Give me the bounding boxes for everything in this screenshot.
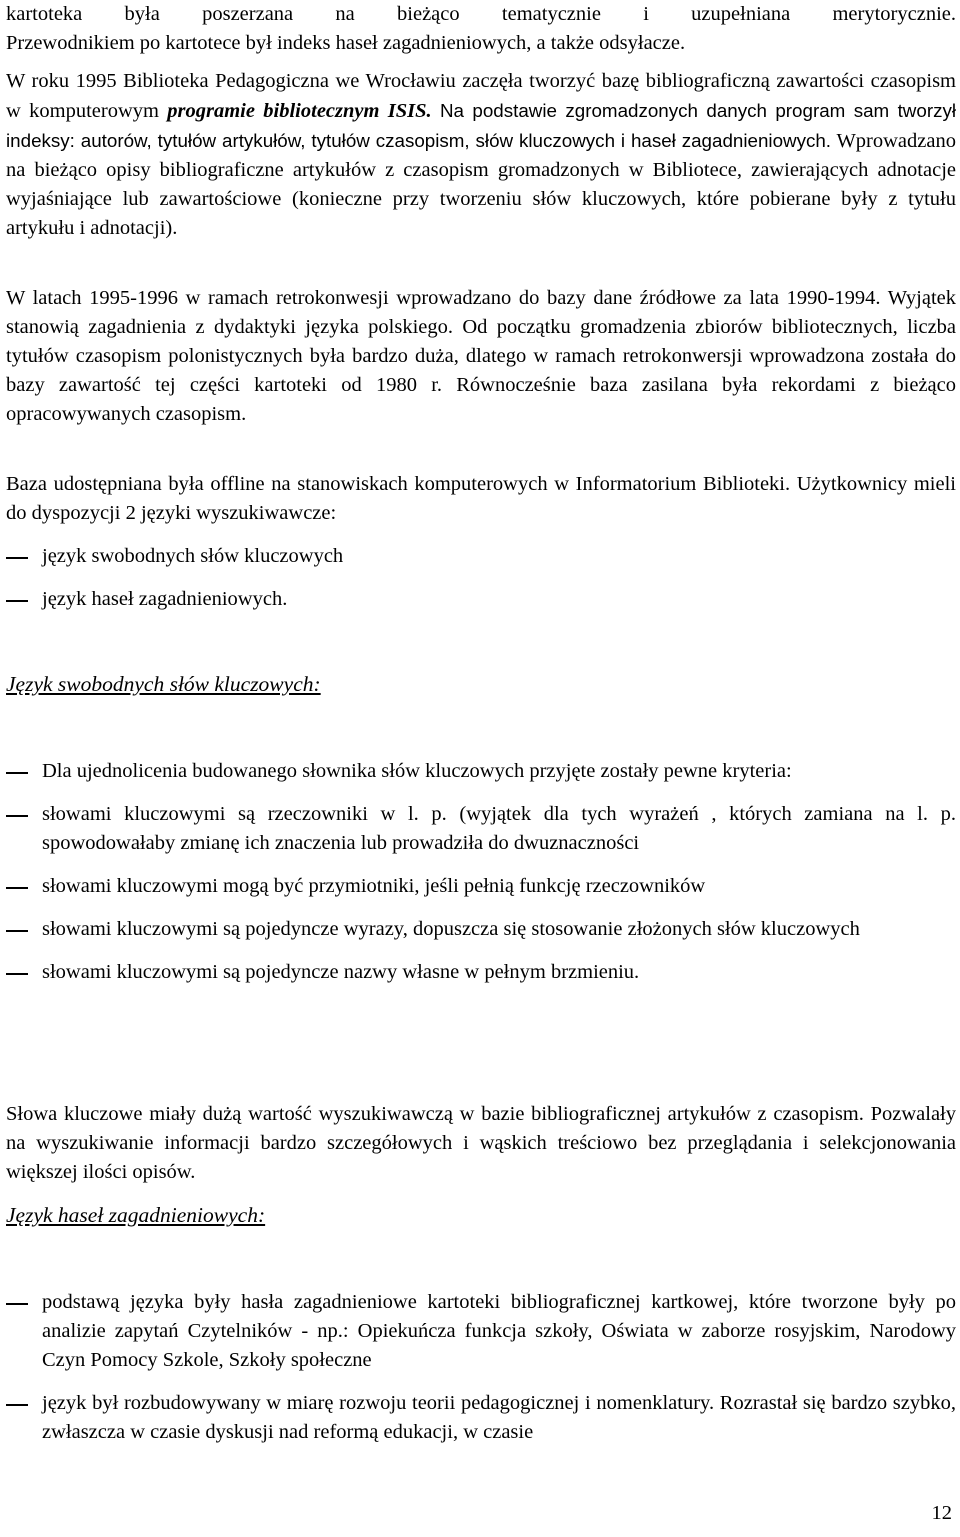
text-run: Od początku gromadzenia zbiorów bibliotecznych, liczba tytułów czasopism polonistycznych była bardzo duża, dlatego w ramach retrokonwersji wprowadzona została do bazy zawartość tej części kartoteki od 1980 r. Równocześnie baza zasilana była rekordami z bieżąco opracowywanych czasopism. <box>6 316 957 425</box>
paragraph-retrokonwersja <box>6 284 956 429</box>
list-keyword-rules <box>6 757 956 987</box>
list-search-languages <box>6 542 956 614</box>
list-item <box>6 800 956 858</box>
text-run: W roku 1995 Biblioteka Pedagogiczna we Wrocławiu zaczęła tworzyć bazę bibliograficzną zawartości czasopism w komputerowym <box>6 70 956 122</box>
list-item <box>6 958 956 987</box>
dash-bullet-icon <box>6 1288 42 1375</box>
text-run: Wprowadzano na bieżąco opisy bibliograficzne artykułów z czasopism gromadzonych w Bibliotece, zawierających adnotacje wyjaśniające lub zawartościowe (konieczne przy tworzeniu słów kluczowych, które pobierane były z tytułu artykułu i adnotacji). <box>6 130 956 239</box>
dash-bullet-icon <box>6 872 42 901</box>
list-subject-headings <box>6 1288 956 1447</box>
paragraph-line: Przewodnikiem po kartotece był indeks haseł zagadnieniowych, a także odsyłacze. <box>6 32 686 54</box>
list-item <box>6 872 956 901</box>
paragraph-kartoteka <box>6 0 956 58</box>
list-item-text: słowami kluczowymi są pojedyncze nazwy własne w pełnym brzmieniu. <box>42 961 640 983</box>
paragraph-line: kartoteka była poszerzana na bieżąco tematycznie i uzupełniana merytorycznie. <box>6 3 956 25</box>
list-item-text: słowami kluczowymi mogą być przymiotniki, jeśli pełnią funkcję rzeczowników <box>42 875 706 897</box>
paragraph-keywords-value: Słowa kluczowe miały dużą wartość wyszukiwawczą w bazie bibliograficznej artykułów z czasopism. Pozwalały na wyszukiwanie informacji bardzo szczegółowych i wąskich treściowo bez przeglądania i selekcjonowania większej ilości opisów. <box>6 1103 956 1183</box>
section-heading-subject-headings: Język haseł zagadnieniowych: <box>6 1203 266 1227</box>
dash-bullet-icon <box>6 542 42 571</box>
list-item-text: słowami kluczowymi są rzeczowniki w l. p. (wyjątek dla tych wyrażeń , których zamiana na l. p. spowodowałaby zmianę ich znaczenia lub prowadziła do dwuznaczności <box>42 803 956 854</box>
list-item <box>6 1288 956 1375</box>
dash-bullet-icon <box>6 915 42 944</box>
list-item-text: podstawą języka były hasła zagadnieniowe kartoteki bibliograficznej kartkowej, które tworzone były po analizie zapytań Czytelników - np.: Opiekuńcza funkcja szkoły, Oświata w zaborze rosyjskim, Narodowy Czyn Pomocy Szkole, Szkoły społeczne <box>42 1291 956 1371</box>
list-item <box>6 915 956 944</box>
list-item <box>6 757 956 786</box>
list-item-text: Dla ujednolicenia budowanego słownika słów kluczowych przyjęte zostały pewne kryteria: <box>42 760 792 782</box>
emphasis-program-name: programie bibliotecznym ISIS. <box>167 100 432 122</box>
paragraph-isis <box>6 67 956 243</box>
section-heading-keywords: Język swobodnych słów kluczowych: <box>6 672 321 696</box>
paragraph-baza: Baza udostępniana była offline na stanowiskach komputerowych w Informatorium Biblioteki. Użytkownicy mieli do dyspozycji 2 języki wyszukiwawcze: <box>6 473 956 524</box>
dash-bullet-icon <box>6 958 42 987</box>
dash-bullet-icon <box>6 757 42 786</box>
dash-bullet-icon <box>6 1389 42 1447</box>
list-item <box>6 585 956 614</box>
dash-bullet-icon <box>6 585 42 614</box>
list-item-text: język haseł zagadnieniowych. <box>42 588 288 610</box>
list-item <box>6 1389 956 1447</box>
page-number: 12 <box>931 1502 952 1524</box>
dash-bullet-icon <box>6 800 42 858</box>
list-item-text: język swobodnych słów kluczowych <box>42 545 344 567</box>
list-item <box>6 542 956 571</box>
text-run: Na podstawie zgromadzonych danych program sam tworzył indeksy: autorów, tytułów artykułów, tytułów czasopism, słów kluczowych i haseł zagadnieniowych. <box>6 100 957 151</box>
text-run: W latach 1995-1996 w ramach retrokonwesji wprowadzano do bazy dane źródłowe za lata 1990-1994. Wyjątek stanowią zagadnienia z dydaktyki języka polskiego. <box>6 287 956 338</box>
list-item-text: słowami kluczowymi są pojedyncze wyrazy, dopuszcza się stosowanie złożonych słów kluczowych <box>42 918 860 940</box>
list-item-text: język był rozbudowywany w miarę rozwoju teorii pedagogicznej i nomenklatury. Rozrastał się bardzo szybko, zwłaszcza w czasie dyskusji nad reformą edukacji, w czasie <box>42 1392 956 1443</box>
